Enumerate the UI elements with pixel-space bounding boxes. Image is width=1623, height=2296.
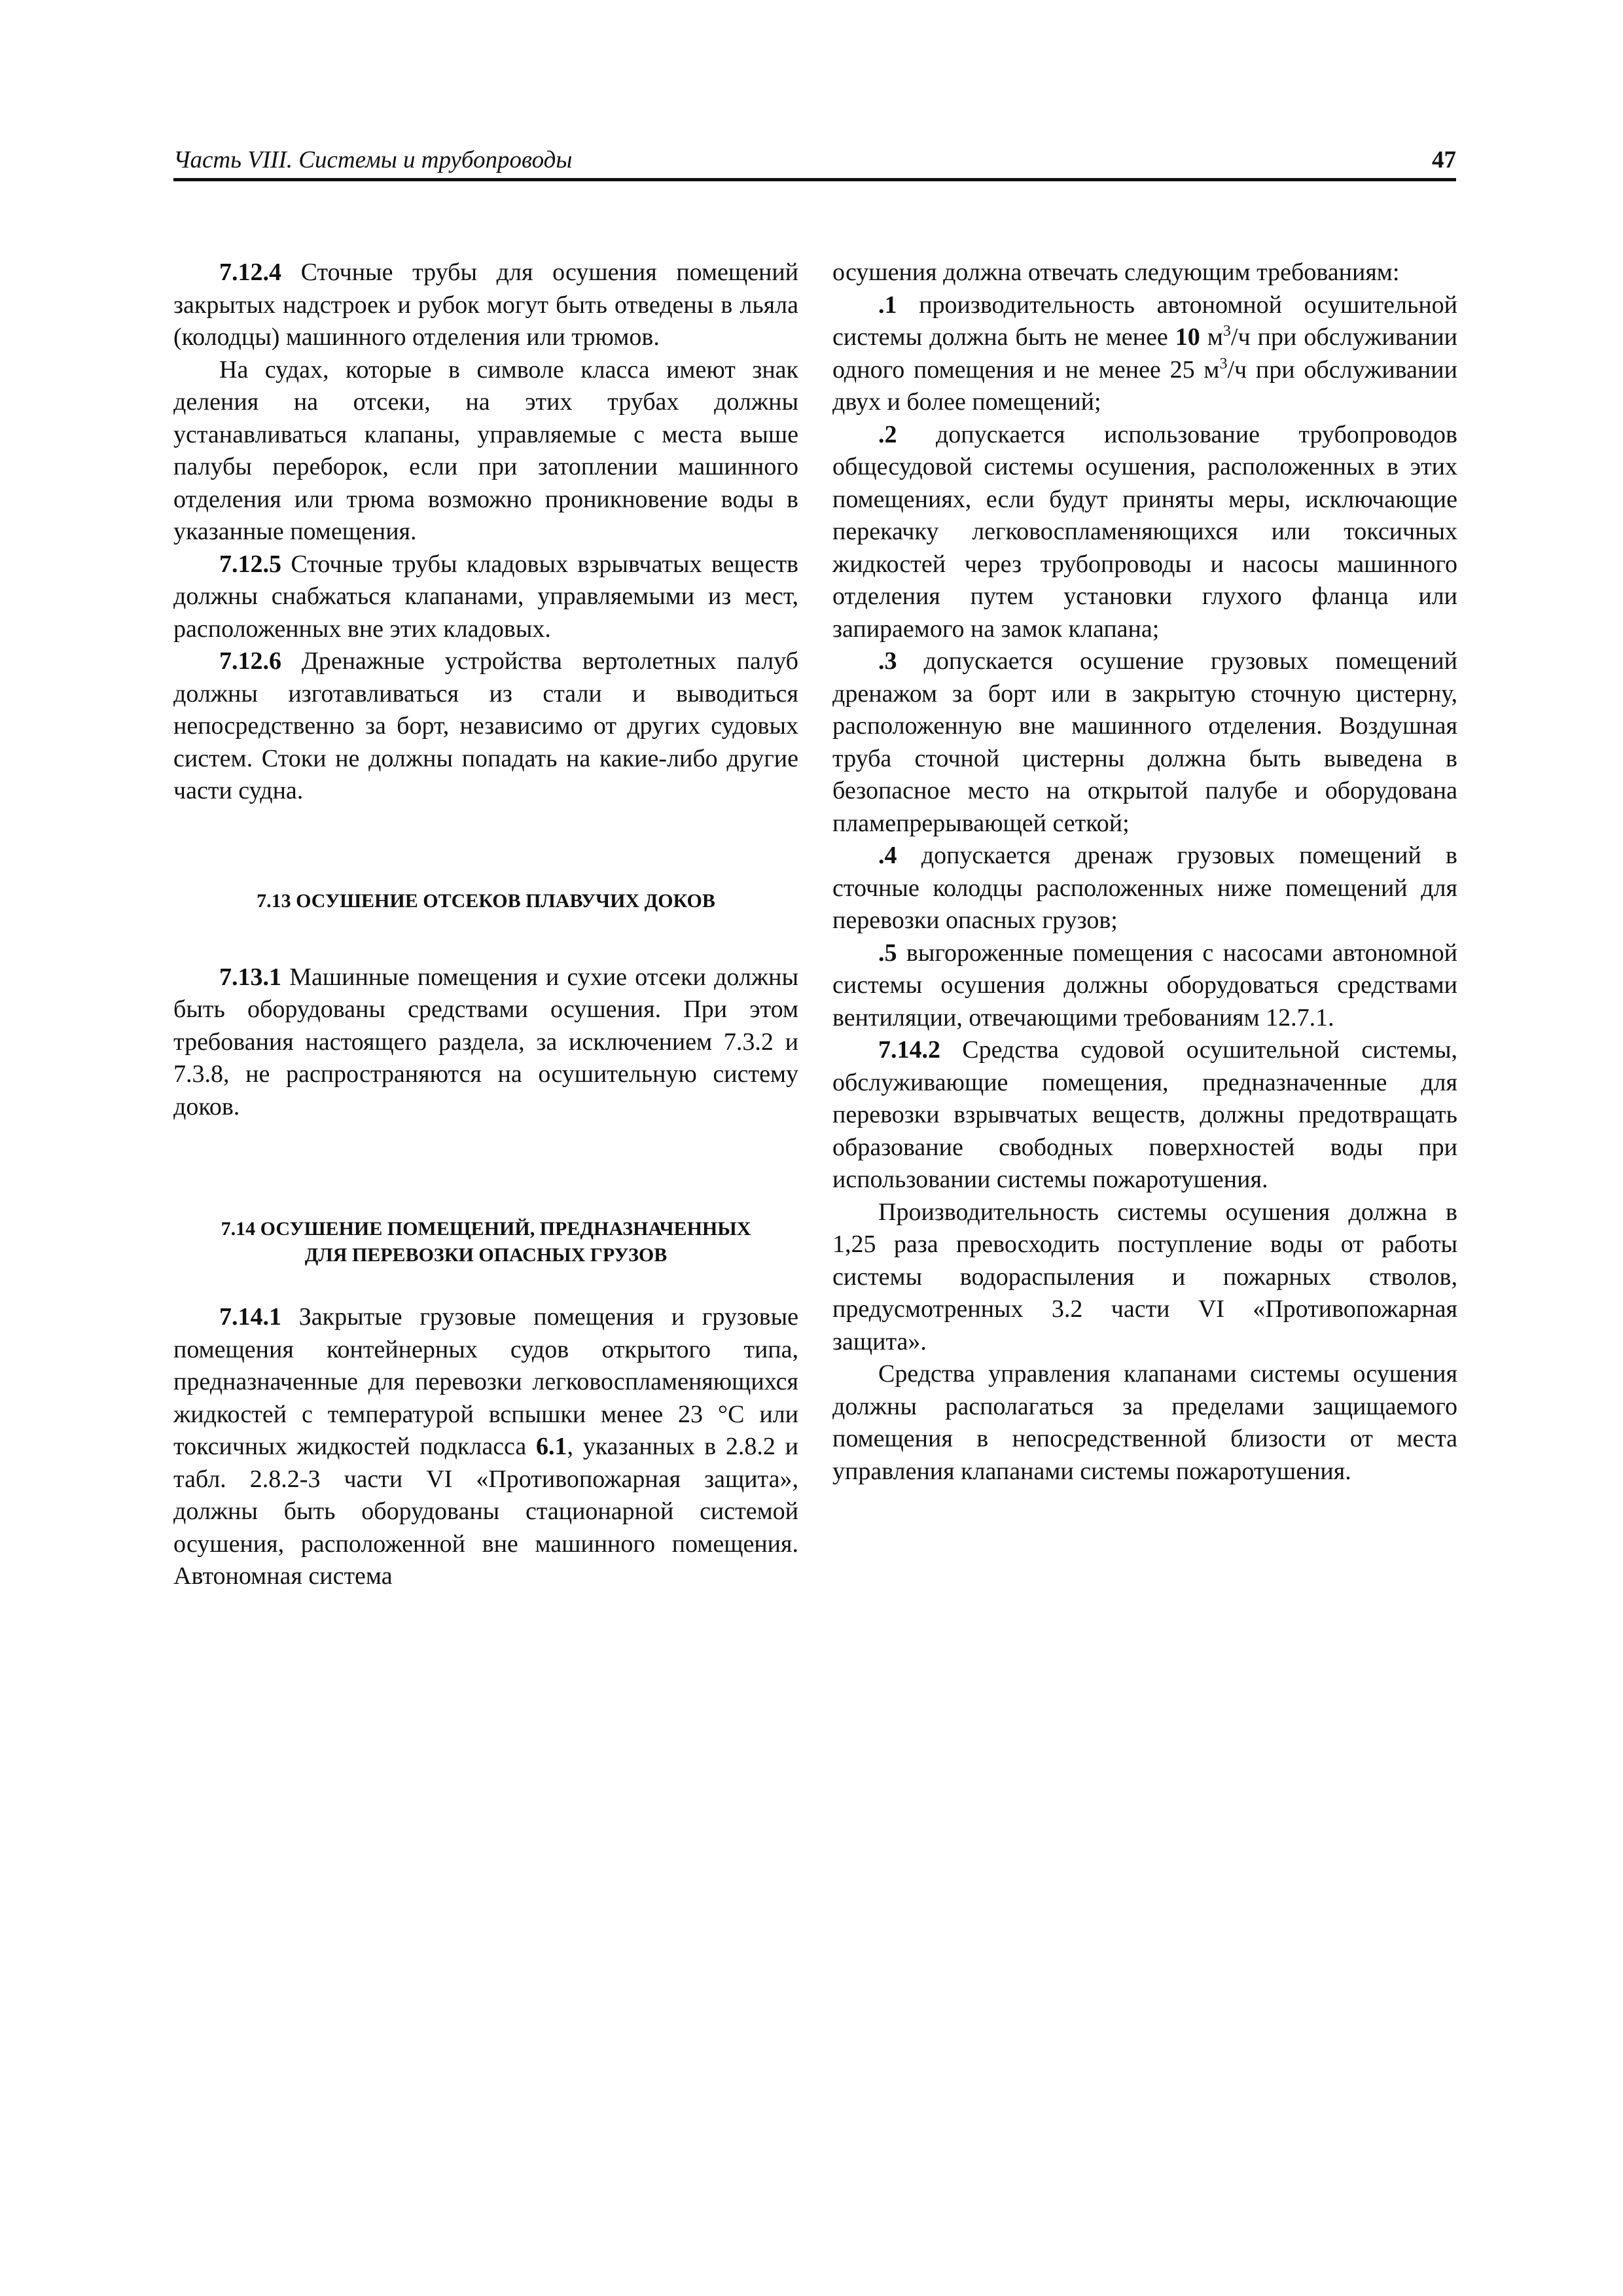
subclass-number: 6.1	[535, 1433, 567, 1460]
item-number: .2	[878, 420, 897, 448]
section-heading-7-13: 7.13 ОСУШЕНИЕ ОТСЕКОВ ПЛАВУЧИХ ДОКОВ	[257, 889, 715, 912]
clause-number: 7.13.1	[219, 963, 281, 991]
paragraph-7-12-4-cont: На судах, которые в символе класса имеют знак деления на отсеки, на этих трубах должны устанавливаться клапаны, управляемые с места выше палубы переборок, если при затоплении машинного отделения или трюма возможно проникновение воды в указанные помещения.	[173, 355, 798, 545]
clause-number: 7.12.6	[219, 647, 281, 675]
header-title: Часть VIII. Системы и трубопроводы	[173, 147, 573, 173]
item-text: допускается осушение грузовых помещений дренажом за борт или в закрытую сточную цистерну, расположенную вне машинного отделения. Воздушная труба сточной цистерны должна быть выведена в безопасное место на открытой палубе и оборудована пламепрерывающей сеткой;	[832, 647, 1457, 837]
clause-number: 7.14.2	[878, 1036, 940, 1064]
clause-number: 7.12.5	[219, 550, 281, 578]
item-text: м	[1200, 323, 1223, 351]
item-number: .3	[878, 647, 897, 675]
list-item-5	[832, 937, 1457, 1035]
item-text: допускается дренаж грузовых помещений в сточные колодцы расположенных ниже помещений для перевозки опасных грузов;	[832, 842, 1457, 934]
item-text: выгороженные помещения с насосами автономной системы осушения должны оборудоваться средствами вентиляции, отвечающими требованиям 12.7.1.	[832, 939, 1457, 1031]
heading-line-2: ДЛЯ ПЕРЕВОЗКИ ОПАСНЫХ ГРУЗОВ	[304, 1244, 668, 1266]
page-number: 47	[1432, 147, 1456, 173]
paragraph-text: Закрытые грузовые помещения и грузовые помещения контейнерных судов открытого типа, предназначенные для перевозки легковоспламеняющихся жидкостей с температурой вспышки менее 23 °C или токсичных жидкостей подкласса	[173, 1303, 798, 1460]
paragraph-7-12-5	[173, 548, 798, 646]
item-number: .4	[878, 842, 897, 869]
item-text: /ч при обслуживании одного помещения и не менее 25 м	[832, 323, 1457, 384]
paragraph-7-14-2	[832, 1034, 1457, 1196]
list-item-3	[832, 645, 1457, 840]
paragraph-7-13-1	[173, 961, 798, 1124]
superscript: 3	[1219, 355, 1228, 372]
paragraph-text: , указанных в 2.8.2 и табл. 2.8.2-3 части VI «Противопожарная защита», должны быть оборудованы стационарной системой осушения, расположенной вне машинного помещения. Автономная система	[173, 1433, 798, 1590]
paragraph-text: Машинные помещения и сухие отсеки должны быть оборудованы средствами осушения. При этом требования настоящего раздела, за исключением 7.3.2 и 7.3.8, не распространяются на осушительную систему доков.	[173, 963, 798, 1121]
list-item-4	[832, 840, 1457, 937]
item-text: допускается использование трубопроводов общесудовой системы осушения, расположенных в этих помещениях, если будут приняты меры, исключающие перекачку легковоспламеняющихся или токсичных жидкостей через трубопроводы и насосы машинного отделения путем установки глухого фланца или запираемого на замок клапана;	[832, 420, 1457, 643]
paragraph-text: Сточные трубы для осушения помещений закрытых надстроек и рубок могут быть отведены в льяла (колодцы) машинного отделения или трюмов.	[173, 259, 798, 351]
capacity-value: 10	[1175, 323, 1200, 351]
left-column	[173, 257, 798, 1593]
list-item-1	[832, 289, 1457, 419]
paragraph-continuation: осушения должна отвечать следующим требованиям:	[832, 259, 1400, 286]
clause-number: 7.12.4	[219, 259, 281, 286]
paragraph-7-14-1	[173, 1301, 798, 1593]
clause-number: 7.14.1	[219, 1303, 281, 1331]
item-text: /ч при обслуживании двух и более помещений;	[832, 355, 1457, 416]
paragraph-text: Дренажные устройства вертолетных палуб должны изготавливаться из стали и выводиться непосредственно за борт, независимо от других судовых систем. Стоки не должны попадать на какие-либо другие части судна.	[173, 647, 798, 804]
paragraph-controls: Средства управления клапанами системы осушения должны располагаться за пределами защищаемого помещения в непосредственной близости от места управления клапанами системы пожаротушения.	[832, 1360, 1457, 1485]
superscript: 3	[1222, 323, 1231, 340]
item-text: производительность автономной осушительной системы должна быть не менее	[832, 291, 1457, 351]
running-header	[173, 139, 1456, 181]
paragraph-7-12-4	[173, 257, 798, 354]
item-number: .1	[878, 291, 897, 319]
list-item-2	[832, 419, 1457, 646]
right-column	[832, 257, 1457, 1488]
heading-line-1: 7.14 ОСУШЕНИЕ ПОМЕЩЕНИЙ, ПРЕДНАЗНАЧЕННЫХ	[221, 1218, 751, 1240]
item-number: .5	[878, 939, 897, 967]
paragraph-7-12-6	[173, 645, 798, 808]
paragraph-text: Средства судовой осушительной системы, обслуживающие помещения, предназначенные для перевозки взрывчатых веществ, должны предотвращать образование свободных поверхностей воды при использовании системы пожаротушения.	[832, 1036, 1457, 1193]
paragraph-performance: Производительность системы осушения должна в 1,25 раза превосходить поступление воды от работы системы водораспыления и пожарных стволов, предусмотренных 3.2 части VI «Противопожарная защита».	[832, 1198, 1457, 1355]
paragraph-text: Сточные трубы кладовых взрывчатых веществ должны снабжаться клапанами, управляемыми из мест, расположенных вне этих кладовых.	[173, 550, 798, 643]
section-heading-7-14	[173, 1216, 798, 1268]
